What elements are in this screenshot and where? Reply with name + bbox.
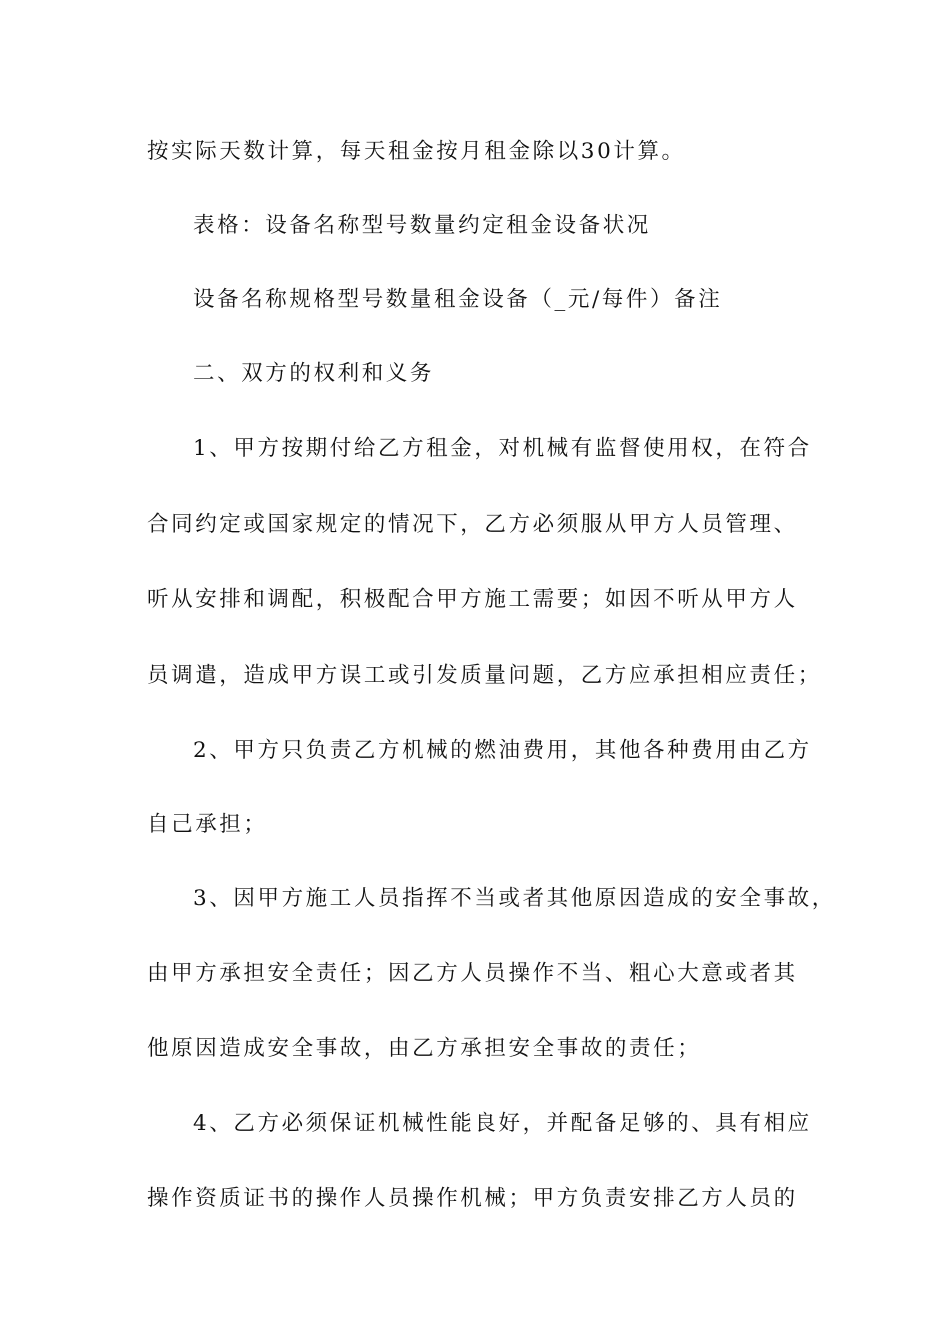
text-line: 听从安排和调配，积极配合甲方施工需要；如因不听从甲方人 [147, 587, 798, 612]
text-line: 按实际天数计算，每天租金按月租金除以30计算。 [147, 139, 686, 164]
text-line: 表格：设备名称型号数量约定租金设备状况 [193, 213, 651, 238]
text-line: 1、甲方按期付给乙方租金，对机械有监督使用权，在符合 [193, 436, 812, 461]
text-line: 4、乙方必须保证机械性能良好，并配备足够的、具有相应 [193, 1111, 812, 1136]
text-line: 员调遣，造成甲方误工或引发质量问题，乙方应承担相应责任； [147, 663, 822, 688]
text-line: 3、因甲方施工人员指挥不当或者其他原因造成的安全事故， [193, 886, 836, 911]
text-line: 合同约定或国家规定的情况下，乙方必须服从甲方人员管理、 [147, 512, 798, 537]
text-line: 由甲方承担安全责任；因乙方人员操作不当、粗心大意或者其 [147, 961, 798, 986]
section-heading: 二、双方的权利和义务 [193, 361, 435, 386]
text-line: 自己承担； [147, 812, 268, 837]
text-line: 2、甲方只负责乙方机械的燃油费用，其他各种费用由乙方 [193, 738, 812, 763]
text-line: 设备名称规格型号数量租金设备（_元/每件）备注 [193, 287, 723, 312]
text-line: 操作资质证书的操作人员操作机械；甲方负责安排乙方人员的 [147, 1186, 798, 1211]
text-line: 他原因造成安全事故，由乙方承担安全事故的责任； [147, 1036, 702, 1061]
